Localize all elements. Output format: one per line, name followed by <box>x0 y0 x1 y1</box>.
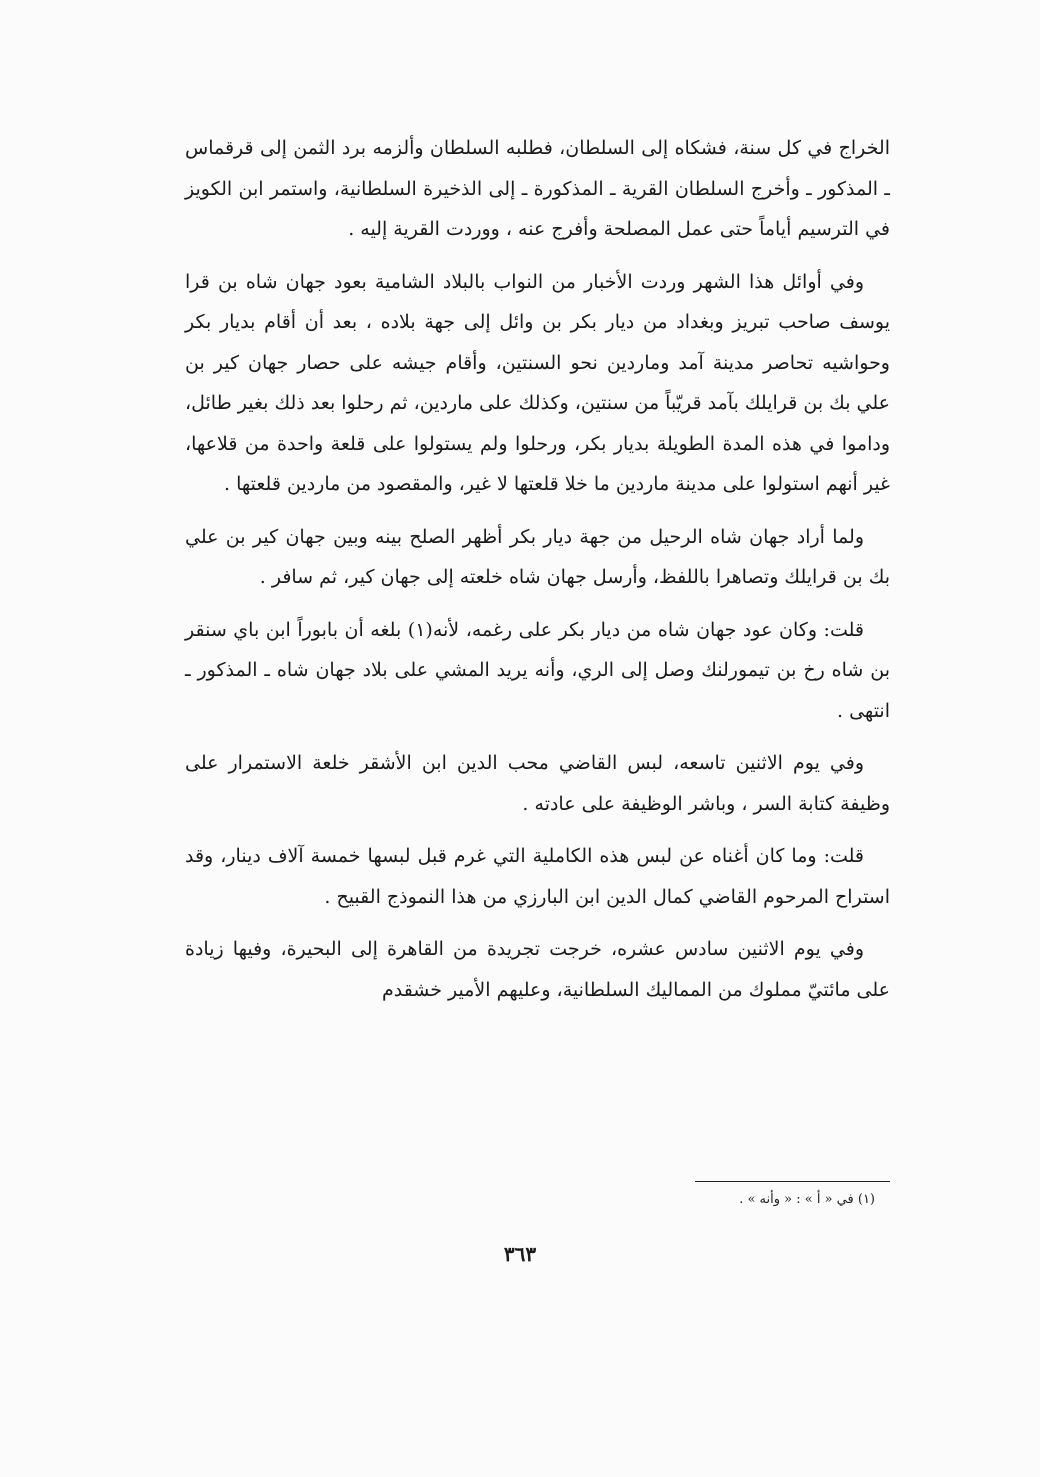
footnote-divider <box>695 1181 890 1182</box>
paragraph-2: وفي أوائل هذا الشهر وردت الأخبار من النواب بالبلاد الشامية بعود جهان شاه بن قرا يوسف صاحب تبريز وبغداد من ديار بكر بن وائل إلى جهة بلاده ، بعد أن أقام بديار بكر وحواشيه تحاصر مدينة آمد وماردين نحو السنتين، وأقام جيشه على حصار جهان كير بن علي بك بن قرايلك بآمد قريّباً من سنتين، وكذلك على ماردين، ثم رحلوا بعد ذلك بغير طائل، وداموا في هذه المدة الطويلة بديار بكر، ورحلوا ولم يستولوا على قلعة واحدة من قلاعها، غير أنهم استولوا على مدينة ماردين ما خلا قلعتها لا غير، والمقصود من ماردين قلعتها . <box>185 270 890 495</box>
paragraph-5: وفي يوم الاثنين تاسعه، لبس القاضي محب الدين ابن الأشقر خلعة الاستمرار على وظيفة كتابة السر ، وباشر الوظيفة على عادته . <box>185 752 890 815</box>
main-text <box>185 128 890 1022</box>
paragraph-4: قلت: وكان عود جهان شاه من ديار بكر على رغمه، لأنه(١) بلغه أن بابوراً ابن باي سنقر بن شاه رخ بن تيمورلنك وصل إلى الري، وأنه يريد المشي على بلاد جهان شاه ـ المذكور ـ انتهى . <box>185 618 890 722</box>
page-number: ٣٦٣ <box>503 1242 537 1266</box>
paragraph-3: ولما أراد جهان شاه الرحيل من جهة ديار بكر أظهر الصلح بينه وبين جهان كير بن علي بك بن قرايلك وتصاهرا باللفظ، وأرسل جهان شاه خلعته إلى جهان كير، ثم سافر . <box>185 525 890 588</box>
paragraph-1: الخراج في كل سنة، فشكاه إلى السلطان، فطلبه السلطان وألزمه برد الثمن إلى قرقماس ـ المذكور ـ وأخرج السلطان القرية ـ المذكورة ـ إلى الذخيرة السلطانية، واستمر ابن الكويز في الترسيم أياماً حتى عمل المصلحة وأفرج عنه ، ووردت القرية إليه . <box>185 137 890 240</box>
paragraph-6: قلت: وما كان أغناه عن لبس هذه الكاملية التي غرم قبل لبسها خمسة آلاف دينار، وقد استراح المرحوم القاضي كمال الدين ابن البارزي من هذا النموذج القبيح . <box>185 845 890 908</box>
paragraph-7: وفي يوم الاثنين سادس عشره، خرجت تجريدة من القاهرة إلى البحيرة، وفيها زيادة على مائتيّ مملوك من المماليك السلطانية، وعليهم الأمير خشقدم <box>185 938 890 1001</box>
footnote: (١) في « أ » : « وأنه » . <box>739 1192 875 1207</box>
